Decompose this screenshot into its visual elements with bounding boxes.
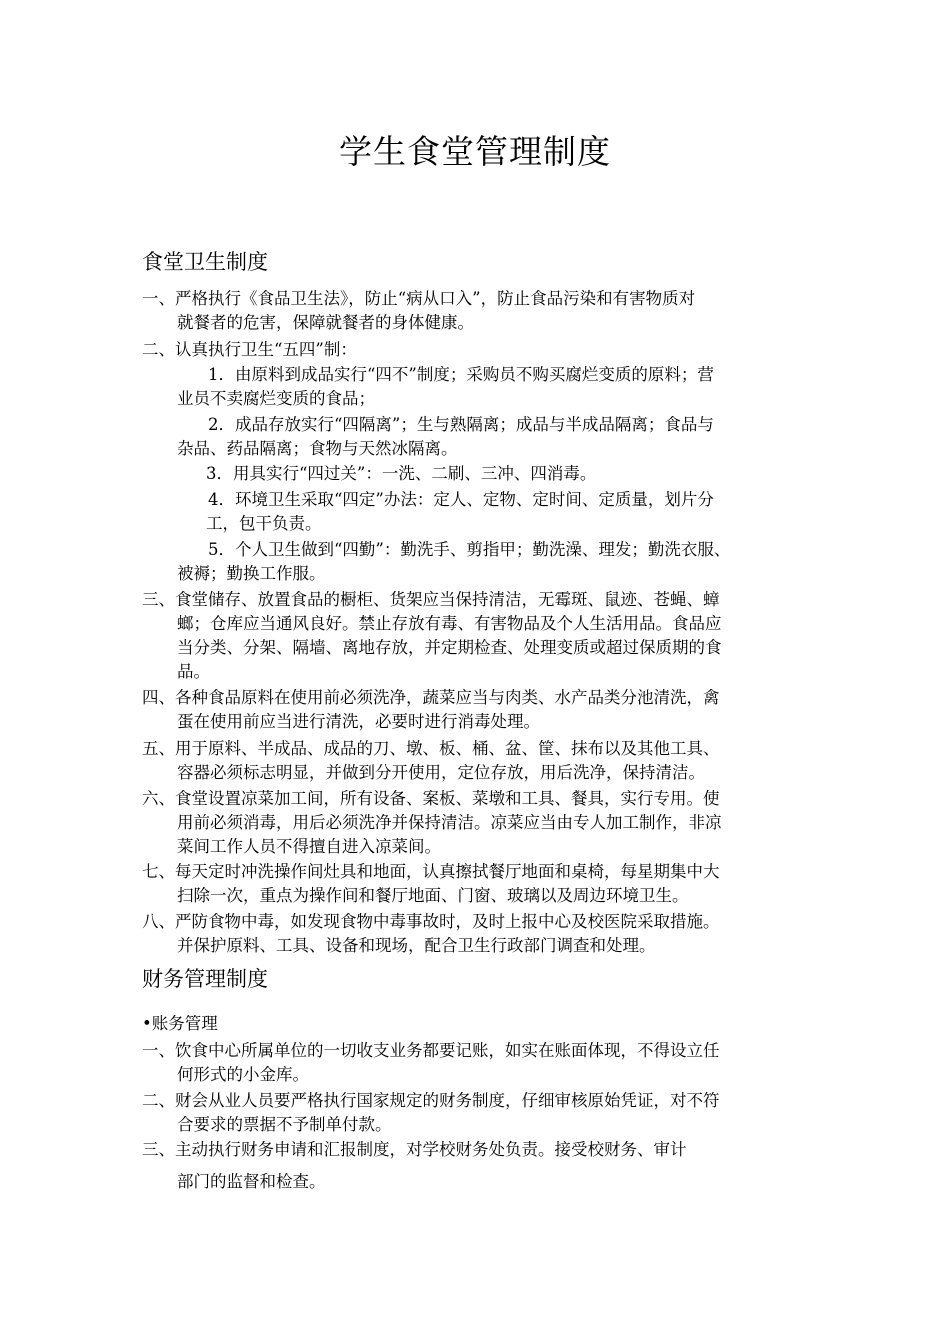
finance-subheading: •账务管理 [142,1014,218,1033]
hygiene-line: 2．成品存放实行“四隔离”；生与熟隔离；成品与半成品隔离；食品与 [208,415,714,434]
finance-line: 合要求的票据不予制单付款。 [177,1115,392,1134]
hygiene-line: 并保护原料、工具、设备和现场，配合卫生行政部门调查和处理。 [177,936,656,955]
finance-line: 二、财会从业人员要严格执行国家规定的财务制度，仔细审核原始凭证，对不符 [142,1091,720,1110]
hygiene-line: 就餐者的危害，保障就餐者的身体健康。 [177,313,474,332]
hygiene-line: 业员不卖腐烂变质的食品； [177,389,375,408]
hygiene-line: 螂；仓库应当通风良好。禁止存放有毒、有害物品及个人生活用品。食品应 [177,614,722,633]
hygiene-line: 八、严防食物中毒，如发现食物中毒事故时，及时上报中心及校医院采取措施。 [142,912,720,931]
hygiene-line: 1．由原料到成品实行“四不”制度；采购员不购买腐烂变质的原料；营 [208,365,714,384]
hygiene-line: 七、每天定时冲洗操作间灶具和地面，认真擦拭餐厅地面和桌椅，每星期集中大 [142,862,720,881]
hygiene-line: 品。 [177,662,210,681]
page-title: 学生食堂管理制度 [339,132,611,171]
hygiene-line: 杂品、药品隔离；食物与天然冰隔离。 [177,439,458,458]
hygiene-line: 当分类、分架、隔墙、离地存放，并定期检查、处理变质或超过保质期的食 [177,638,722,657]
hygiene-line: 3．用具实行“四过关”：一洗、二刷、三冲、四消毒。 [206,464,597,483]
finance-line: 何形式的小金库。 [177,1065,309,1084]
hygiene-line: 5．个人卫生做到“四勤”：勤洗手、剪指甲；勤洗澡、理发；勤洗衣服、 [208,540,731,559]
hygiene-line: 四、各种食品原料在使用前必须洗净，蔬菜应当与肉类、水产品类分池清洗，禽 [142,688,720,707]
hygiene-line: 扫除一次，重点为操作间和餐厅地面、门窗、玻璃以及周边环境卫生。 [177,886,689,905]
hygiene-line: 五、用于原料、半成品、成品的刀、墩、板、桶、盆、筐、抹布以及其他工具、 [142,739,720,758]
section-heading-finance: 财务管理制度 [142,967,268,991]
hygiene-line: 六、食堂设置凉菜加工间，所有设备、案板、菜墩和工具、餐具，实行专用。使 [142,789,720,808]
hygiene-line: 蛋在使用前应当进行清洗，必要时进行消毒处理。 [177,712,540,731]
hygiene-line: 二、认真执行卫生“五四”制： [142,340,357,359]
finance-line: 三、主动执行财务申请和汇报制度，对学校财务处负责。接受校财务、审计 [142,1140,687,1159]
hygiene-line: 工，包干负责。 [206,514,322,533]
hygiene-line: 用前必须消毒，用后必须洗净并保持清洁。凉菜应当由专人加工制作，非凉 [177,813,722,832]
finance-line: 一、饮食中心所属单位的一切收支业务都要记账，如实在账面体现，不得设立任 [142,1041,720,1060]
hygiene-line: 被褥；勤换工作服。 [177,564,326,583]
hygiene-line: 容器必须标志明显，并做到分开使用，定位存放，用后洗净，保持清洁。 [177,763,705,782]
hygiene-line: 三、食堂储存、放置食品的橱柜、货架应当保持清洁，无霉斑、鼠迹、苍蝇、蟑 [142,590,720,609]
hygiene-line: 4．环境卫生采取“四定”办法：定人、定物、定时间、定质量，划片分 [208,490,714,509]
hygiene-line: 菜间工作人员不得擅自进入凉菜间。 [177,837,441,856]
finance-line: 部门的监督和检查。 [177,1172,326,1191]
hygiene-line: 一、严格执行《食品卫生法》，防止“病从口入”，防止食品污染和有害物质对 [142,289,696,308]
section-heading-hygiene: 食堂卫生制度 [142,250,268,274]
